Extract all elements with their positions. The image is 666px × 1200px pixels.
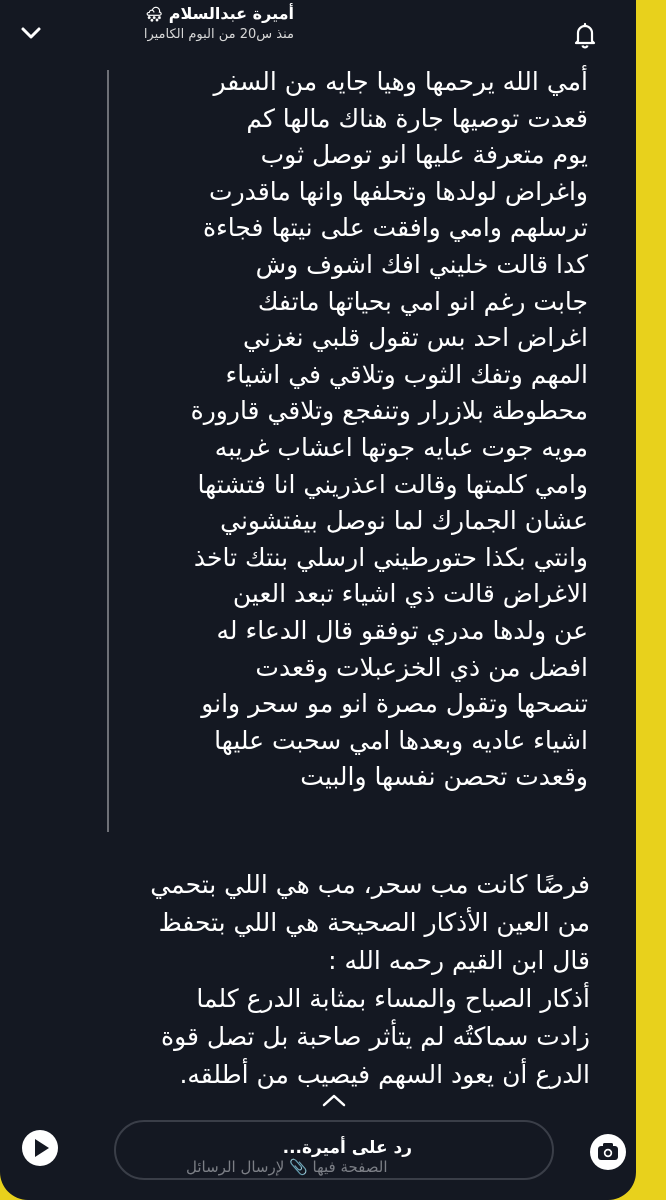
top-bar — [0, 0, 636, 60]
chevron-up-icon[interactable] — [321, 1092, 347, 1108]
bottom-bar — [0, 1110, 636, 1200]
sender-name: أميرة عبدالسلام — [168, 4, 294, 23]
send-icon[interactable] — [20, 1128, 60, 1168]
reply-message: فرضًا كانت مب سحر، مب هي اللي بتحمي من العين الأذكار الصحيحة هي اللي بتحفظ قال ابن القيم رحمه الله : أذكار الصباح والمساء بمثابة الدرع كلما زادت سماكتُه لم يتأثر صاحبة بل تصل قوة الدرع أن يعود السهم فيصيب من أطلقه. — [150, 870, 590, 1089]
chevron-down-icon[interactable] — [20, 22, 42, 44]
sender-info[interactable] — [74, 4, 294, 45]
reply-input[interactable] — [114, 1120, 554, 1180]
camera-icon[interactable] — [588, 1132, 628, 1172]
post-meta: منذ س20 من البوم الكاميرا — [143, 27, 294, 42]
quote-bar — [107, 70, 109, 832]
reply-placeholder: رد على أميرة... — [282, 1138, 412, 1158]
reply-hint: الصفحة فيها 📎 لإرسال الرسائل — [186, 1158, 388, 1176]
snow-cloud-icon: 🌨 — [145, 7, 164, 23]
quoted-message: أمي الله يرحمها وهيا جايه من السفر قعدت توصيها جارة هناك مالها كم يوم متعرفة عليها انو توصل ثوب واغراض لولدها وتحلفها وانها ماقدرت ترسلهم وامي وافقت على نيتها فجاءة كدا قالت خليني افك اشوف وش جابت رغم انو امي بحياتها ماتفك اغراض احد بس تقول قلبي نغزني المهم وتفك الثوب وتلاقي في اشياء محطوطة بلازرار وتنفجع وتلاقي قارورة مويه جوت عبايه جوتها اعشاب غريبه وامي كلمتها وقالت اعذريني انا فتشتها عشان الجمارك لما نوصل بيفتشوني وانتي بكذا حتورطيني ارسلي بنتك تاخذ الاغراض قالت ذي اشياء تبعد العين عن ولدها مدري توفقو قال الدعاء له افضل من ذي الخزعبلات وقعدت تنصحها وتقول مصرة انو مو سحر وانو اشياء عاديه وبعدها امي سحبت عليها وقعدت تحصن نفسها والبيت — [190, 67, 588, 792]
bell-icon[interactable] — [570, 20, 600, 50]
